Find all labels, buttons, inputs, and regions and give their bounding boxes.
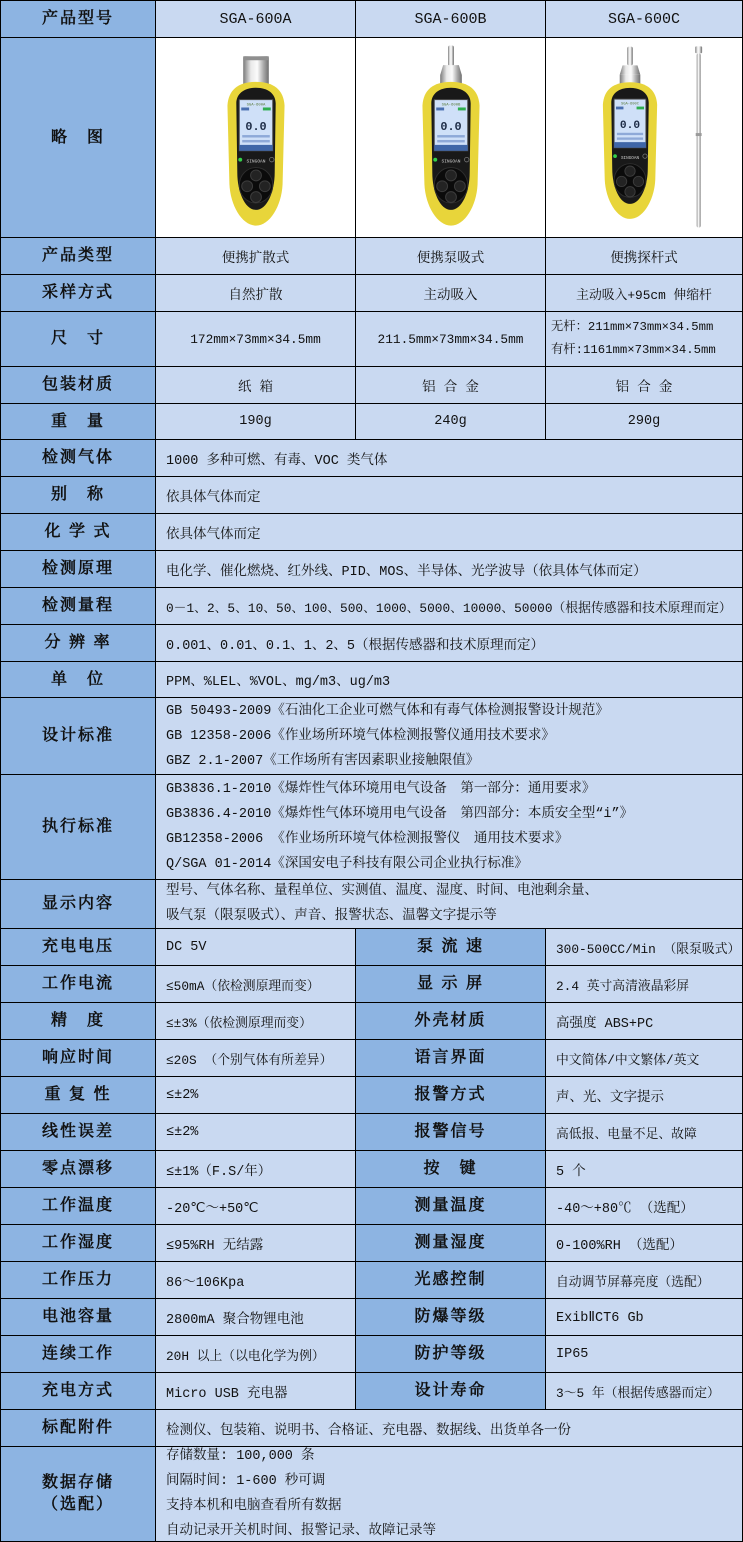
spec-value-1: -20℃～+50℃ — [156, 1188, 356, 1225]
spec-value-2: 高低报、电量不足、故障 — [546, 1114, 742, 1151]
row-standard-accessories — [1, 1410, 742, 1447]
standard-line: GB 50493-2009《石油化工企业可燃气体和有毒气体检测报警设计规范》 — [166, 703, 609, 719]
standard-line: Q/SGA 01-2014《深国安电子科技有限公司企业执行标准》 — [166, 857, 528, 872]
cell-a: 172mm×73mm×34.5mm — [156, 312, 356, 367]
row-zero-drift-buttons — [1, 1151, 742, 1188]
standard-line: GBZ 2.1-2007《工作场所有害因素职业接触限值》 — [166, 753, 480, 769]
row-working-temp-measuring-temp — [1, 1188, 742, 1225]
row-value — [156, 880, 742, 929]
spec-value-1: 86～106Kpa — [156, 1262, 356, 1299]
spec-label-1: 零点漂移 — [1, 1151, 156, 1188]
row-linearity-alarm-signal — [1, 1114, 742, 1151]
row-value: 电化学、催化燃烧、红外线、PID、MOS、半导体、光学波导（依具体气体而定） — [156, 551, 742, 588]
device-b-illustration — [388, 43, 514, 233]
row-label: 化 学 式 — [1, 514, 156, 551]
row-label: 检测气体 — [1, 440, 156, 477]
spec-value-1: ≤±2% — [156, 1114, 356, 1151]
spec-label-1: 线性误差 — [1, 1114, 156, 1151]
spec-label-2: 报警信号 — [356, 1114, 546, 1151]
spec-label-2: 语言界面 — [356, 1040, 546, 1077]
model-name-a: SGA-600A — [156, 1, 356, 38]
row-battery-explosion-proof — [1, 1299, 742, 1336]
row-label — [1, 1447, 156, 1541]
row-label: 别 称 — [1, 477, 156, 514]
svg-text:0.0: 0.0 — [439, 119, 462, 134]
row-display-content — [1, 880, 742, 929]
spec-label-1: 重 复 性 — [1, 1077, 156, 1114]
row-executive-standards — [1, 775, 742, 880]
row-value — [156, 775, 742, 880]
header-row — [1, 1, 742, 38]
storage-label-line1: 数据存储 — [41, 1474, 114, 1491]
svg-text:0.0: 0.0 — [619, 119, 641, 132]
standard-line: GB12358-2006 《作业场所环境气体检测报警仪 通用技术要求》 — [166, 832, 569, 847]
button-cluster — [239, 167, 272, 202]
spec-value-2: 高强度 ABS+PC — [546, 1003, 742, 1040]
svg-text:SGA-600A: SGA-600A — [246, 103, 265, 108]
cell-c: 290g — [546, 404, 742, 440]
row-label: 重 量 — [1, 404, 156, 440]
cell-a: 自然扩散 — [156, 275, 356, 312]
display-content-line: 型号、气体名称、量程单位、实测值、温度、湿度、时间、电池剩余量、 — [166, 884, 598, 899]
row-alias — [1, 477, 742, 514]
device-screen — [614, 99, 646, 148]
svg-text:SGA-600B: SGA-600B — [441, 103, 460, 108]
dimension-line-with-rod: 有杆:1161mm×73mm×34.5mm — [551, 343, 716, 357]
standard-line: GB 12358-2006《作业场所环境气体检测报警仪通用技术要求》 — [166, 728, 555, 744]
cell-c: 便携探杆式 — [546, 238, 742, 275]
storage-line: 间隔时间: 1-600 秒可调 — [166, 1474, 326, 1489]
row-label: 检测原理 — [1, 551, 156, 588]
row-detection-range — [1, 588, 742, 625]
button-cluster — [614, 163, 646, 197]
spec-label-1: 充电电压 — [1, 929, 156, 966]
spec-value-1: ≤95%RH 无结露 — [156, 1225, 356, 1262]
cell-b: 铝 合 金 — [356, 367, 546, 404]
sensor-cap — [243, 56, 269, 86]
row-detected-gases — [1, 440, 742, 477]
spec-value-2: 中文简体/中文繁体/英文 — [546, 1040, 742, 1077]
telescopic-rod — [695, 46, 702, 227]
cell-c: 主动吸入+95cm 伸缩杆 — [546, 275, 742, 312]
row-accuracy-housing — [1, 1003, 742, 1040]
cell-a: 纸 箱 — [156, 367, 356, 404]
row-label: 产品类型 — [1, 238, 156, 275]
dimension-line-no-rod: 无杆：211mm×73mm×34.5mm — [551, 320, 714, 334]
row-resolution — [1, 625, 742, 662]
spec-label-2: 报警方式 — [356, 1077, 546, 1114]
display-content-line: 吸气泵（限泵吸式）、声音、报警状态、温馨文字提示等 — [166, 909, 497, 924]
cell-b: 211.5mm×73mm×34.5mm — [356, 312, 546, 367]
row-chemical-formula — [1, 514, 742, 551]
spec-label-2: 显 示 屏 — [356, 966, 546, 1003]
svg-text:0.0: 0.0 — [244, 119, 267, 134]
spec-label-2: 测量湿度 — [356, 1225, 546, 1262]
row-label: 分 辨 率 — [1, 625, 156, 662]
row-value: PPM、%LEL、%VOL、mg/m3、ug/m3 — [156, 662, 742, 698]
row-charging-method-design-life — [1, 1373, 742, 1410]
storage-line: 支持本机和电脑查看所有数据 — [166, 1499, 342, 1514]
spec-value-2: 声、光、文字提示 — [546, 1077, 742, 1114]
device-screen — [434, 99, 467, 150]
spec-value-2: 5 个 — [546, 1151, 742, 1188]
device-a-illustration — [193, 43, 319, 233]
row-label: 包装材质 — [1, 367, 156, 404]
row-value: 依具体气体而定 — [156, 477, 742, 514]
header-row-label: 产品型号 — [1, 1, 156, 38]
storage-label-line2: （选配） — [41, 1496, 114, 1513]
row-detection-principle — [1, 551, 742, 588]
row-product-type — [1, 238, 742, 275]
spec-value-2: 自动调节屏幕亮度（选配） — [546, 1262, 742, 1299]
row-label: 采样方式 — [1, 275, 156, 312]
spec-label-1: 响应时间 — [1, 1040, 156, 1077]
button-cluster — [434, 167, 467, 202]
row-label: 标配附件 — [1, 1410, 156, 1447]
row-units — [1, 662, 742, 698]
spec-label-2: 外壳材质 — [356, 1003, 546, 1040]
spec-value-2: 300-500CC/Min （限泵吸式） — [546, 929, 742, 966]
spec-label-2: 设计寿命 — [356, 1373, 546, 1410]
row-value — [156, 1447, 742, 1541]
spec-label-2: 光感控制 — [356, 1262, 546, 1299]
row-packaging-material — [1, 367, 742, 404]
device-c-illustration — [578, 43, 710, 233]
power-led-icon — [433, 157, 437, 161]
sketch-row — [1, 38, 742, 238]
spec-value-2: 2.4 英寸高清液晶彩屏 — [546, 966, 742, 1003]
row-working-humidity-measuring-humidity — [1, 1225, 742, 1262]
row-response-time-language — [1, 1040, 742, 1077]
row-weight — [1, 404, 742, 440]
spec-value-1: ≤50mA（依检测原理而变） — [156, 966, 356, 1003]
model-name-b: SGA-600B — [356, 1, 546, 38]
row-label: 显示内容 — [1, 880, 156, 929]
model-name-c: SGA-600C — [546, 1, 742, 38]
row-label: 检测量程 — [1, 588, 156, 625]
spec-value-1: Micro USB 充电器 — [156, 1373, 356, 1410]
row-design-standards — [1, 698, 742, 775]
row-working-current-display — [1, 966, 742, 1003]
row-value: 依具体气体而定 — [156, 514, 742, 551]
cell-b: 主动吸入 — [356, 275, 546, 312]
row-label: 单 位 — [1, 662, 156, 698]
spec-label-2: 泵 流 速 — [356, 929, 546, 966]
spec-value-2: -40～+80℃ （选配） — [546, 1188, 742, 1225]
row-dimensions — [1, 312, 742, 367]
standard-line: GB3836.4-2010《爆炸性气体环境用电气设备 第四部分：本质安全型“i”》 — [166, 807, 634, 822]
spec-value-1: ≤±1%（F.S/年） — [156, 1151, 356, 1188]
row-value: 1000 多种可燃、有毒、VOC 类气体 — [156, 440, 742, 477]
spec-value-1: ≤±2% — [156, 1077, 356, 1114]
row-charge-voltage-pump-flow — [1, 929, 742, 966]
spec-label-1: 电池容量 — [1, 1299, 156, 1336]
cell-b: 便携泵吸式 — [356, 238, 546, 275]
spec-label-1: 工作温度 — [1, 1188, 156, 1225]
spec-value-1: 2800mA 聚合物锂电池 — [156, 1299, 356, 1336]
cell-b: 240g — [356, 404, 546, 440]
spec-value-1: 20H 以上（以电化学为例） — [156, 1336, 356, 1373]
spec-value-1: ≤20S （个别气体有所差异） — [156, 1040, 356, 1077]
spec-label-1: 工作压力 — [1, 1262, 156, 1299]
power-led-icon — [238, 157, 242, 161]
svg-text:SINGOAN: SINGOAN — [441, 159, 460, 165]
row-data-storage — [1, 1447, 742, 1541]
spec-value-2: IP65 — [546, 1336, 742, 1373]
cell-c — [546, 312, 742, 367]
row-value: 0－1、2、5、10、50、100、500、1000、5000、10000、50000（根据传感器和技术原理而定） — [156, 588, 742, 625]
svg-text:SGA-600C: SGA-600C — [621, 102, 639, 107]
row-repeatability-alarm-mode — [1, 1077, 742, 1114]
svg-text:SINGOAN: SINGOAN — [620, 155, 640, 161]
spec-label-1: 工作电流 — [1, 966, 156, 1003]
spec-label-2: 按 键 — [356, 1151, 546, 1188]
pump-probe — [440, 45, 462, 85]
sketch-row-label: 略 图 — [1, 38, 156, 238]
spec-value-1: DC 5V — [156, 929, 356, 966]
row-continuous-work-protection — [1, 1336, 742, 1373]
spec-label-1: 工作湿度 — [1, 1225, 156, 1262]
device-screen — [239, 99, 272, 150]
row-working-pressure-light-control — [1, 1262, 742, 1299]
spec-label-2: 测量温度 — [356, 1188, 546, 1225]
standard-line: GB3836.1-2010《爆炸性气体环境用电气设备 第一部分：通用要求》 — [166, 782, 596, 797]
spec-label-2: 防爆等级 — [356, 1299, 546, 1336]
spec-value-2: 0-100%RH （选配） — [546, 1225, 742, 1262]
pump-probe — [620, 46, 641, 84]
product-image-sga-600b — [356, 38, 546, 238]
cell-a: 便携扩散式 — [156, 238, 356, 275]
row-value: 检测仪、包装箱、说明书、合格证、充电器、数据线、出货单各一份 — [156, 1410, 742, 1447]
spec-label-1: 连续工作 — [1, 1336, 156, 1373]
spec-label-1: 充电方式 — [1, 1373, 156, 1410]
spec-value-2: ExibⅡCT6 Gb — [546, 1299, 742, 1336]
cell-c: 铝 合 金 — [546, 367, 742, 404]
row-label: 执行标准 — [1, 775, 156, 880]
row-label: 设计标准 — [1, 698, 156, 775]
storage-line: 存储数量: 100,000 条 — [166, 1449, 315, 1464]
product-image-sga-600a — [156, 38, 356, 238]
product-image-sga-600c — [546, 38, 742, 238]
power-led-icon — [613, 154, 617, 158]
spec-label-1: 精 度 — [1, 1003, 156, 1040]
row-value — [156, 698, 742, 775]
spec-value-2: 3～5 年（根据传感器而定） — [546, 1373, 742, 1410]
spec-value-1: ≤±3%（依检测原理而变） — [156, 1003, 356, 1040]
row-label: 尺 寸 — [1, 312, 156, 367]
spec-label-2: 防护等级 — [356, 1336, 546, 1373]
row-sampling-method — [1, 275, 742, 312]
cell-a: 190g — [156, 404, 356, 440]
svg-text:SINGOAN: SINGOAN — [246, 159, 265, 165]
row-value: 0.001、0.01、0.1、1、2、5（根据传感器和技术原理而定） — [156, 625, 742, 662]
storage-line: 自动记录开关机时间、报警记录、故障记录等 — [166, 1524, 436, 1539]
